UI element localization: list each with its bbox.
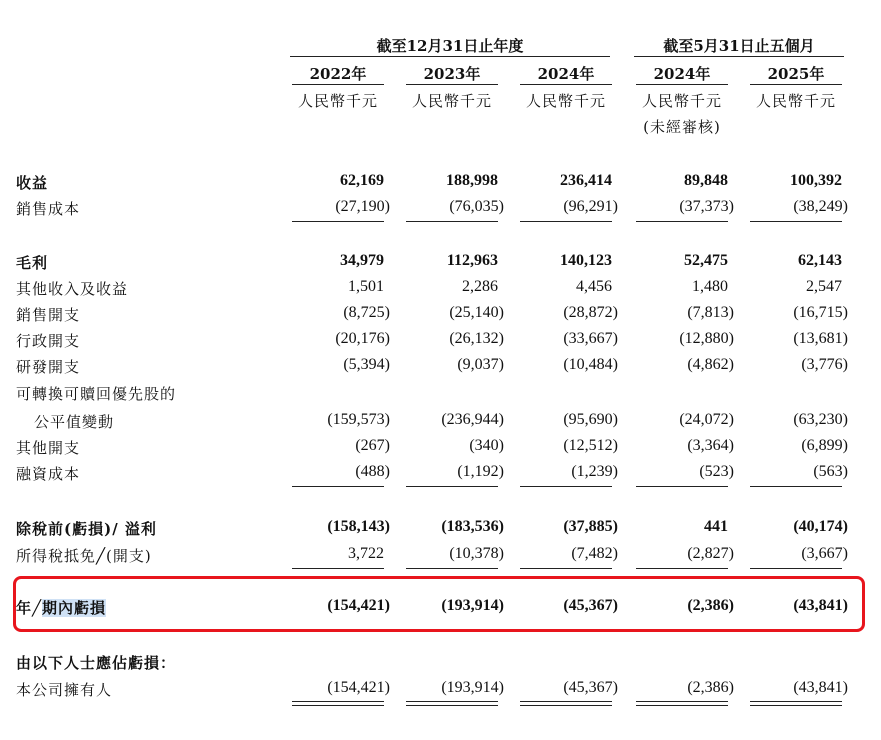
cell-value: (26,132) bbox=[449, 330, 504, 347]
unit-label: 人民幣千元 bbox=[411, 92, 492, 110]
subtotal-line bbox=[292, 221, 384, 222]
year-underline bbox=[406, 84, 498, 85]
subtotal-line bbox=[750, 221, 842, 222]
year-header: 2025年 bbox=[767, 65, 825, 83]
cell-value: (2,386) bbox=[687, 679, 734, 696]
cell-value: 4,456 bbox=[576, 278, 612, 295]
total-double-line bbox=[636, 705, 728, 706]
row-label-selling-expenses: 銷售開支 bbox=[16, 306, 81, 324]
cell-value: 3,722 bbox=[348, 545, 384, 562]
cell-value: (5,394) bbox=[343, 356, 390, 373]
cell-value: (28,872) bbox=[563, 304, 618, 321]
cell-value: (267) bbox=[355, 437, 390, 454]
subtotal-line bbox=[750, 568, 842, 569]
cell-value: 62,143 bbox=[798, 252, 842, 269]
cell-value: (7,482) bbox=[571, 545, 618, 562]
subtotal-line bbox=[292, 486, 384, 487]
cell-value: (3,667) bbox=[801, 545, 848, 562]
cell-value: (24,072) bbox=[679, 411, 734, 428]
cell-value: 188,998 bbox=[446, 172, 498, 189]
cell-value: 236,414 bbox=[560, 172, 612, 189]
row-label-income-tax: 所得稅抵免╱(開支) bbox=[16, 547, 152, 565]
cell-value: (76,035) bbox=[449, 198, 504, 215]
cell-value: (6,899) bbox=[801, 437, 848, 454]
cell-value: (3,776) bbox=[801, 356, 848, 373]
row-label-rnd-expenses: 研發開支 bbox=[16, 358, 81, 376]
cell-value: 34,979 bbox=[340, 252, 384, 269]
year-underline bbox=[636, 84, 728, 85]
cell-value: (159,573) bbox=[327, 411, 390, 428]
year-header: 2024年 bbox=[537, 65, 595, 83]
cell-value: (8,725) bbox=[343, 304, 390, 321]
cell-value: (16,715) bbox=[793, 304, 848, 321]
total-double-line bbox=[636, 701, 728, 702]
header-group-five-months-underline bbox=[634, 56, 844, 57]
unit-label: 人民幣千元 bbox=[641, 92, 722, 110]
cell-value: (340) bbox=[469, 437, 504, 454]
total-double-line bbox=[520, 705, 612, 706]
row-label-attributable-to: 由以下人士應佔虧損： bbox=[16, 654, 177, 672]
cell-value: (154,421) bbox=[327, 597, 390, 614]
cell-value: 62,169 bbox=[340, 172, 384, 189]
cell-value: (25,140) bbox=[449, 304, 504, 321]
cell-value: (10,484) bbox=[563, 356, 618, 373]
subtotal-line bbox=[292, 568, 384, 569]
row-label-fair-value-change: 公平值變動 bbox=[34, 413, 115, 431]
row-label-admin-expenses: 行政開支 bbox=[16, 332, 81, 350]
row-label-cost-of-sales: 銷售成本 bbox=[16, 200, 81, 218]
cell-value: (96,291) bbox=[563, 198, 618, 215]
subtotal-line bbox=[636, 221, 728, 222]
cell-value: (33,667) bbox=[563, 330, 618, 347]
cell-value: (12,512) bbox=[563, 437, 618, 454]
row-label-revenue: 收益 bbox=[16, 174, 49, 192]
header-group-annual: 截至12月31日止年度 bbox=[376, 37, 524, 55]
cell-value: (43,841) bbox=[793, 679, 848, 696]
total-double-line bbox=[520, 701, 612, 702]
row-label-convertible-preferred: 可轉換可贖回優先股的 bbox=[16, 385, 177, 403]
subtotal-line bbox=[520, 221, 612, 222]
cell-value: (38,249) bbox=[793, 198, 848, 215]
cell-value: (37,373) bbox=[679, 198, 734, 215]
year-header: 2023年 bbox=[423, 65, 481, 83]
cell-value: 140,123 bbox=[560, 252, 612, 269]
cell-value: (193,914) bbox=[441, 597, 504, 614]
cell-value: 441 bbox=[704, 518, 728, 535]
total-double-line bbox=[406, 701, 498, 702]
row-label-gross-profit: 毛利 bbox=[16, 254, 49, 272]
year-underline bbox=[520, 84, 612, 85]
cell-value: (7,813) bbox=[687, 304, 734, 321]
header-group-five-months: 截至5月31日止五個月 bbox=[663, 37, 815, 55]
total-double-line bbox=[292, 701, 384, 702]
row-label-profit-before-tax: 除稅前(虧損)/ 溢利 bbox=[16, 520, 157, 538]
total-double-line bbox=[750, 705, 842, 706]
cell-value: 100,392 bbox=[790, 172, 842, 189]
header-group-annual-underline bbox=[290, 56, 610, 57]
unit-label: 人民幣千元 bbox=[297, 92, 378, 110]
unaudited-note: (未經審核) bbox=[643, 118, 721, 136]
subtotal-line bbox=[520, 486, 612, 487]
subtotal-line bbox=[406, 568, 498, 569]
year-header: 2024年 bbox=[653, 65, 711, 83]
cell-value: (95,690) bbox=[563, 411, 618, 428]
cell-value: (40,174) bbox=[793, 518, 848, 535]
cell-value: (563) bbox=[813, 463, 848, 480]
row-label-loss-for-period bbox=[16, 597, 106, 618]
year-underline bbox=[750, 84, 842, 85]
subtotal-line bbox=[406, 221, 498, 222]
cell-value: (12,880) bbox=[679, 330, 734, 347]
cell-value: (523) bbox=[699, 463, 734, 480]
cell-value: (20,176) bbox=[335, 330, 390, 347]
cell-value: 2,547 bbox=[806, 278, 842, 295]
cell-value: 112,963 bbox=[446, 252, 498, 269]
cell-value: 2,286 bbox=[462, 278, 498, 295]
cell-value: (45,367) bbox=[563, 679, 618, 696]
unit-label: 人民幣千元 bbox=[525, 92, 606, 110]
cell-value: (1,239) bbox=[571, 463, 618, 480]
cell-value: (43,841) bbox=[793, 597, 848, 614]
cell-value: (63,230) bbox=[793, 411, 848, 428]
cell-value: (236,944) bbox=[441, 411, 504, 428]
subtotal-line bbox=[636, 486, 728, 487]
year-header: 2022年 bbox=[309, 65, 367, 83]
row-label-other-income: 其他收入及收益 bbox=[16, 280, 129, 298]
cell-value: 1,501 bbox=[348, 278, 384, 295]
cell-value: 52,475 bbox=[684, 252, 728, 269]
cell-value: (9,037) bbox=[457, 356, 504, 373]
cell-value: (2,386) bbox=[687, 597, 734, 614]
row-label-other-expenses: 其他開支 bbox=[16, 439, 81, 457]
cell-value: 89,848 bbox=[684, 172, 728, 189]
cell-value: (193,914) bbox=[441, 679, 504, 696]
cell-value: (158,143) bbox=[327, 518, 390, 535]
cell-value: (37,885) bbox=[563, 518, 618, 535]
total-double-line bbox=[750, 701, 842, 702]
cell-value: (45,367) bbox=[563, 597, 618, 614]
subtotal-line bbox=[750, 486, 842, 487]
cell-value: (183,536) bbox=[441, 518, 504, 535]
loss-label-highlighted: 期內虧損 bbox=[42, 599, 107, 617]
cell-value: (2,827) bbox=[687, 545, 734, 562]
total-double-line bbox=[406, 705, 498, 706]
row-label-finance-costs: 融資成本 bbox=[16, 465, 81, 483]
year-underline bbox=[292, 84, 384, 85]
unit-label: 人民幣千元 bbox=[755, 92, 836, 110]
subtotal-line bbox=[520, 568, 612, 569]
subtotal-line bbox=[636, 568, 728, 569]
cell-value: (13,681) bbox=[793, 330, 848, 347]
cell-value: (10,378) bbox=[449, 545, 504, 562]
cell-value: (4,862) bbox=[687, 356, 734, 373]
cell-value: (488) bbox=[355, 463, 390, 480]
cell-value: (1,192) bbox=[457, 463, 504, 480]
loss-label-prefix: 年╱ bbox=[16, 599, 43, 617]
cell-value: 1,480 bbox=[692, 278, 728, 295]
cell-value: (154,421) bbox=[327, 679, 390, 696]
cell-value: (27,190) bbox=[335, 198, 390, 215]
row-label-owners-of-company: 本公司擁有人 bbox=[16, 681, 113, 699]
cell-value: (3,364) bbox=[687, 437, 734, 454]
total-double-line bbox=[292, 705, 384, 706]
subtotal-line bbox=[406, 486, 498, 487]
